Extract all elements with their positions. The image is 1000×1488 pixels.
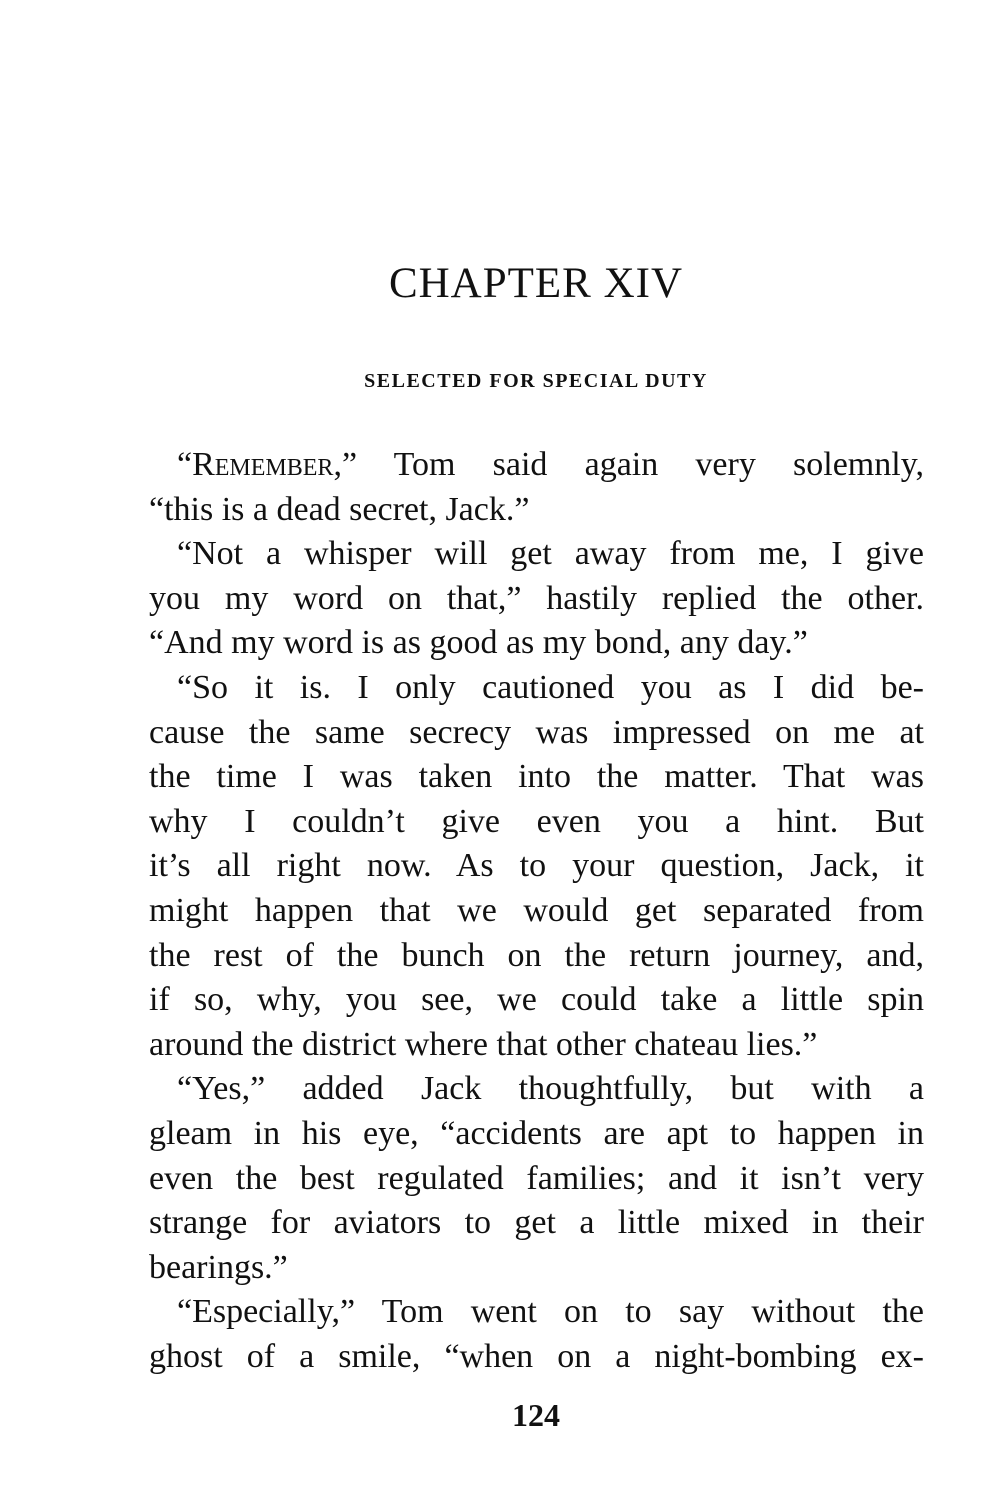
text-line: the rest of the bunch on the return journey, and, bbox=[149, 936, 924, 974]
opening-word: “Remember,” bbox=[177, 446, 358, 483]
text-line: around the district where that other chateau lies.” bbox=[149, 1025, 818, 1063]
text-line: might happen that we would get separated from bbox=[149, 891, 924, 929]
chapter-title: CHAPTER XIV bbox=[388, 260, 684, 307]
text-line: the time I was taken into the matter. That was bbox=[149, 758, 924, 796]
text-line: “Especially,” Tom went on to say without the bbox=[177, 1293, 924, 1331]
text-line: bearings.” bbox=[149, 1248, 288, 1286]
text-line: “So it is. I only cautioned you as I did be- bbox=[177, 668, 924, 706]
body-text bbox=[149, 443, 924, 1379]
text-line: cause the same secrecy was impressed on me at bbox=[149, 713, 924, 751]
text-line: it’s all right now. As to your question, Jack, it bbox=[149, 847, 924, 885]
text-line: “this is a dead secret, Jack.” bbox=[149, 490, 530, 528]
text-line: ghost of a smile, “when on a night-bombing ex- bbox=[149, 1337, 924, 1375]
text-line: “Yes,” added Jack thoughtfully, but with a bbox=[177, 1070, 924, 1108]
text-line: strange for aviators to get a little mixed in their bbox=[149, 1204, 924, 1242]
text-fragment: Tom said again very solemnly, bbox=[357, 446, 924, 483]
text-line bbox=[149, 443, 924, 488]
text-line: why I couldn’t give even you a hint. But bbox=[149, 802, 924, 840]
text-line: even the best regulated families; and it isn’t very bbox=[149, 1159, 924, 1197]
chapter-subtitle: SELECTED FOR SPECIAL DUTY bbox=[364, 370, 708, 392]
text-line: if so, why, you see, we could take a little spin bbox=[149, 981, 924, 1019]
text-line: “And my word is as good as my bond, any day.” bbox=[149, 624, 808, 662]
text-line: you my word on that,” hastily replied the other. bbox=[149, 579, 924, 617]
page-number: 124 bbox=[512, 1397, 560, 1433]
text-line: gleam in his eye, “accidents are apt to happen in bbox=[149, 1114, 924, 1152]
text-line: “Not a whisper will get away from me, I give bbox=[177, 535, 924, 573]
